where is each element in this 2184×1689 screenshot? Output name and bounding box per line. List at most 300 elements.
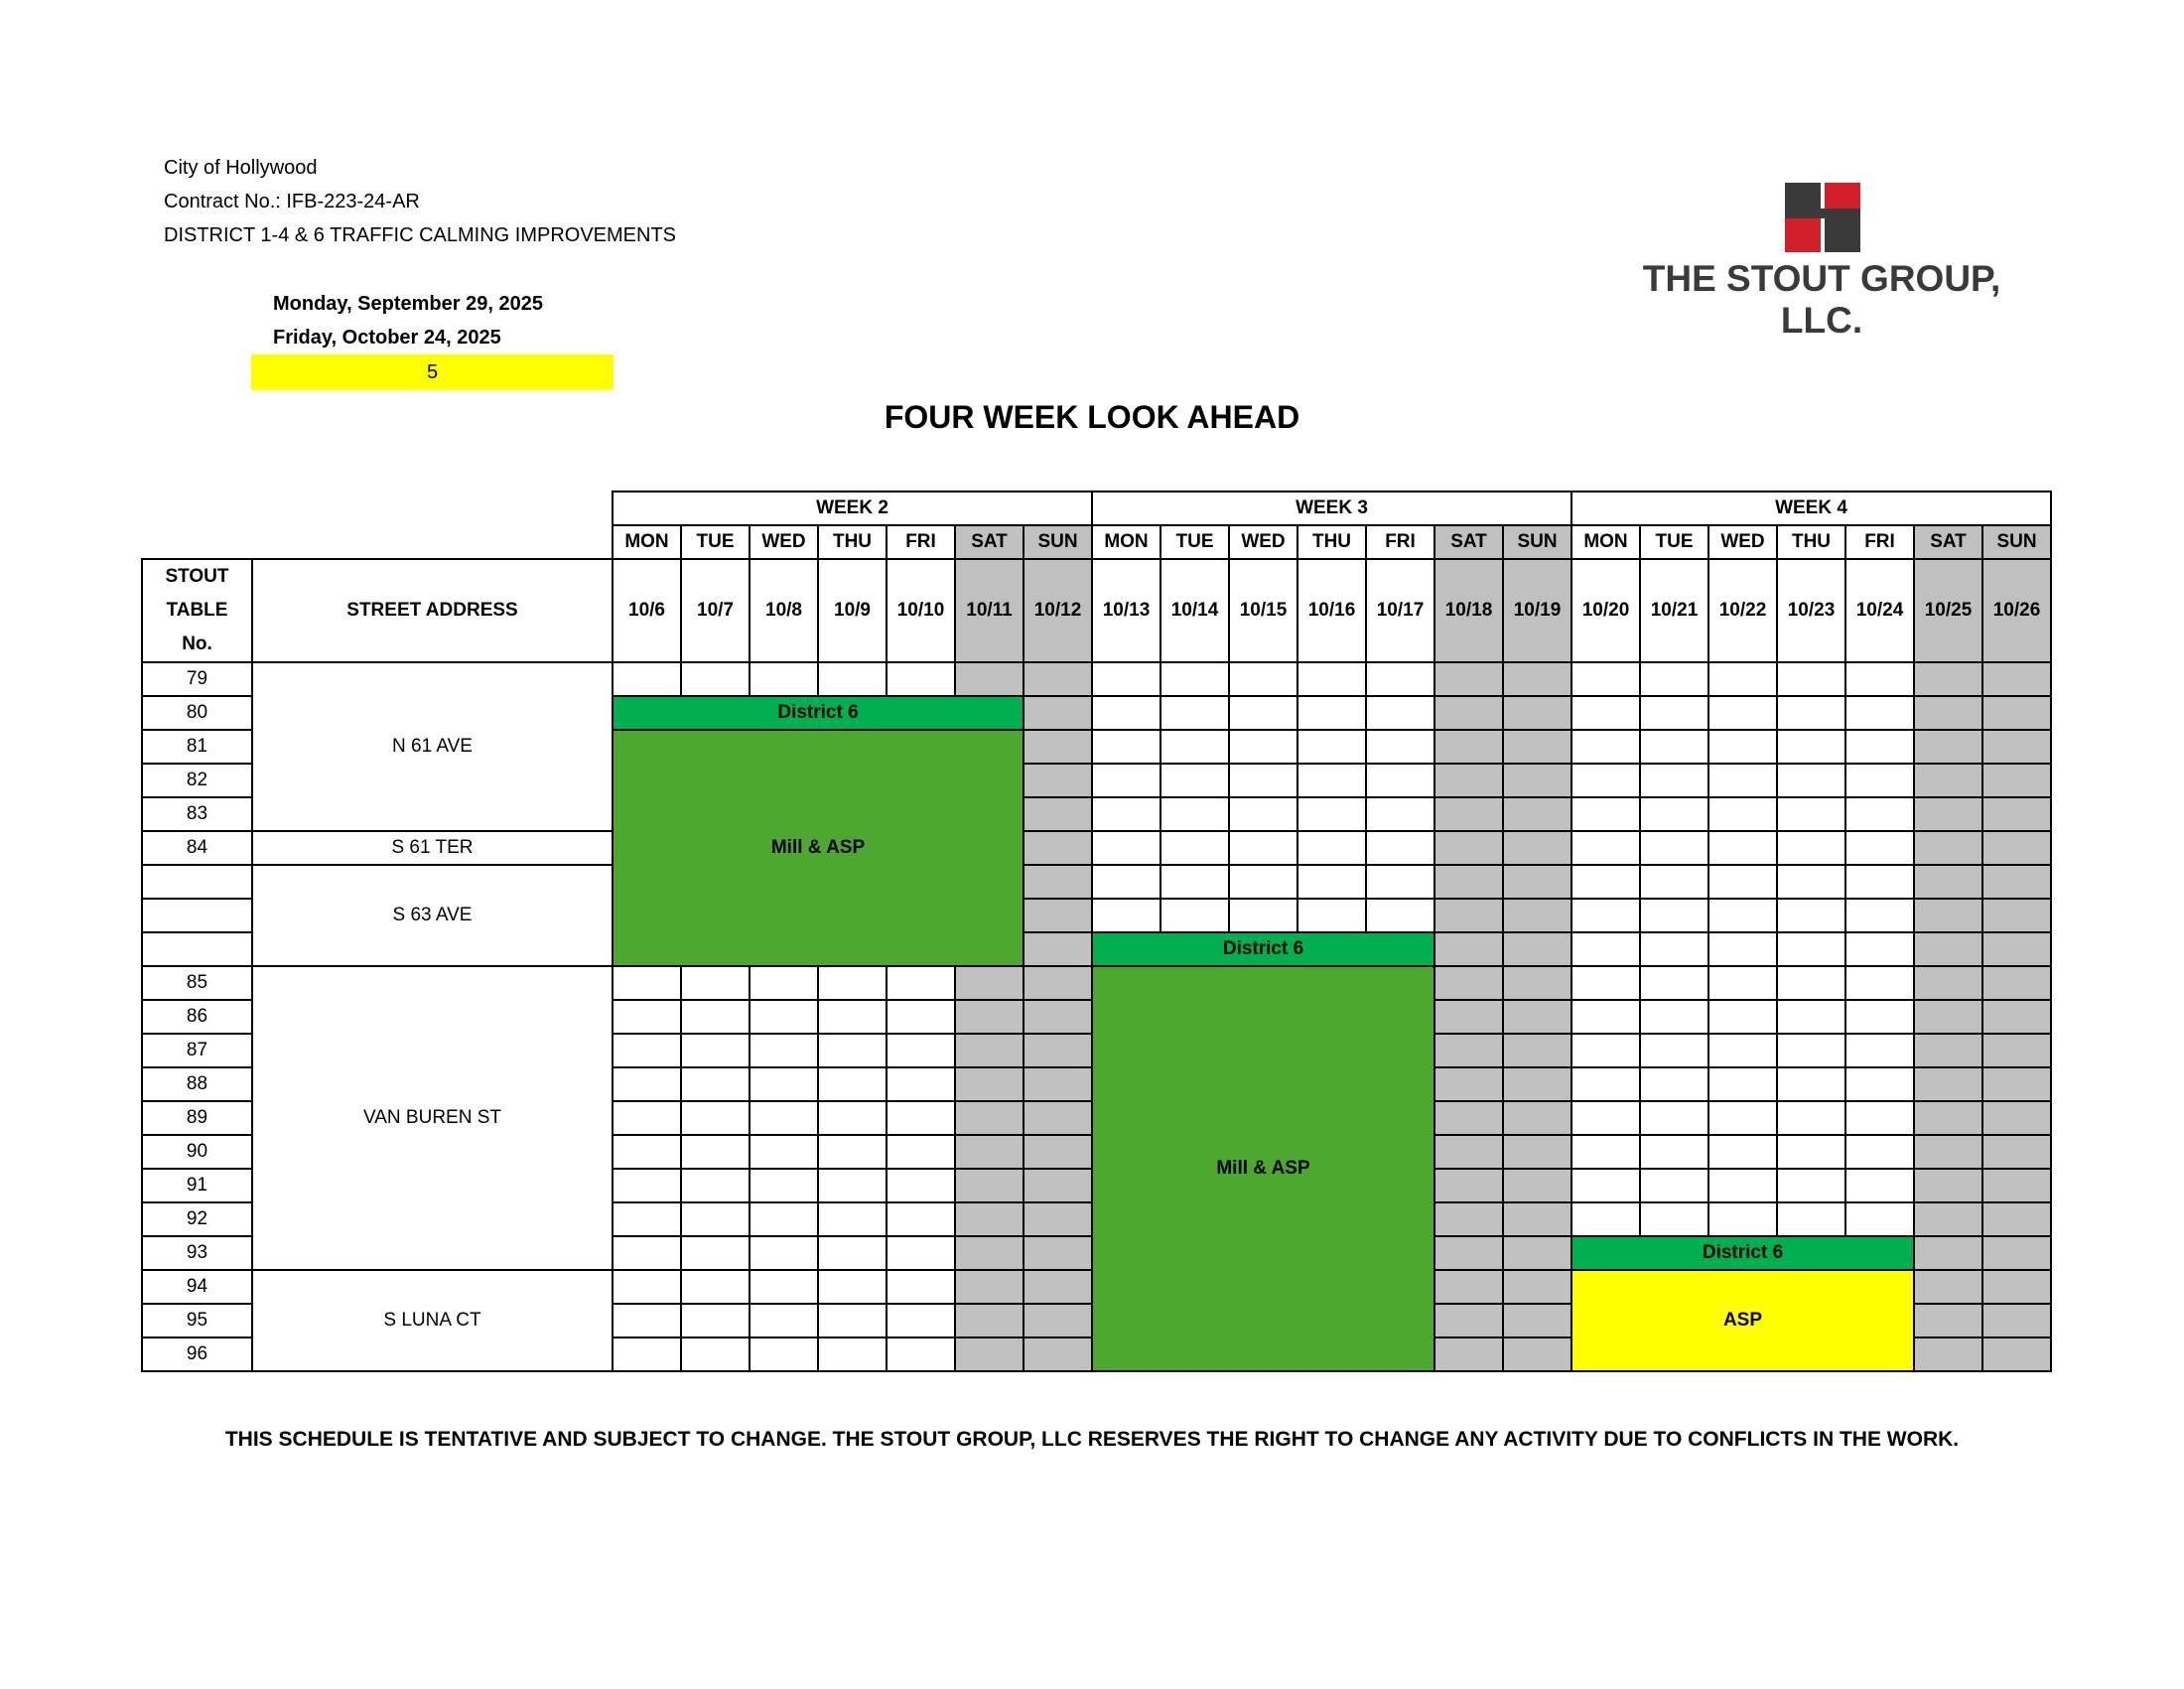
weekend-cell xyxy=(1914,1304,1982,1337)
weekend-cell xyxy=(1503,865,1571,899)
day-cell xyxy=(1845,1067,1914,1101)
weekend-cell xyxy=(1503,662,1571,696)
table-number: 90 xyxy=(142,1135,252,1169)
day-header: TUE xyxy=(1160,525,1229,559)
day-cell xyxy=(1640,696,1708,730)
weekend-cell xyxy=(1914,1337,1982,1371)
day-cell xyxy=(1708,1101,1777,1135)
day-cell xyxy=(1571,932,1640,966)
weekend-cell xyxy=(955,1270,1024,1304)
day-cell xyxy=(1571,696,1640,730)
day-cell xyxy=(750,1135,818,1169)
day-cell xyxy=(1640,1135,1708,1169)
day-cell xyxy=(1640,662,1708,696)
weekend-cell xyxy=(1914,730,1982,764)
table-number: 79 xyxy=(142,662,252,696)
contract-number: Contract No.: IFB-223-24-AR xyxy=(164,191,420,212)
day-cell xyxy=(613,1067,681,1101)
day-cell xyxy=(1777,1169,1845,1202)
date-header: 10/12 xyxy=(1024,559,1092,662)
day-cell xyxy=(750,1304,818,1337)
week-header: WEEK 3 xyxy=(1092,492,1571,525)
day-cell xyxy=(1640,865,1708,899)
weekend-cell xyxy=(1982,1270,2051,1304)
day-header: TUE xyxy=(681,525,750,559)
day-cell xyxy=(1160,696,1229,730)
day-cell xyxy=(613,1000,681,1034)
weekend-cell xyxy=(1503,966,1571,1000)
weekend-cell xyxy=(1024,899,1092,932)
day-cell xyxy=(1708,730,1777,764)
day-cell xyxy=(1845,764,1914,797)
day-cell xyxy=(1092,662,1160,696)
day-cell xyxy=(1160,662,1229,696)
weekend-cell xyxy=(955,1304,1024,1337)
day-cell xyxy=(1708,831,1777,865)
day-cell xyxy=(1777,797,1845,831)
day-cell xyxy=(1777,932,1845,966)
day-cell xyxy=(1777,831,1845,865)
day-cell xyxy=(1845,1169,1914,1202)
day-cell xyxy=(1092,730,1160,764)
day-cell xyxy=(1708,1135,1777,1169)
day-cell xyxy=(681,966,750,1000)
day-cell xyxy=(1571,1000,1640,1034)
weekend-cell xyxy=(1434,1337,1503,1371)
weekend-cell xyxy=(1503,764,1571,797)
day-cell xyxy=(1708,1034,1777,1067)
day-cell xyxy=(1845,966,1914,1000)
week-header: WEEK 4 xyxy=(1571,492,2051,525)
day-cell xyxy=(1571,1034,1640,1067)
date-header: 10/11 xyxy=(955,559,1024,662)
weekend-cell xyxy=(1024,1000,1092,1034)
weekend-cell xyxy=(1434,797,1503,831)
day-cell xyxy=(1640,797,1708,831)
table-no-header-line: TABLE xyxy=(166,600,228,621)
weekend-cell xyxy=(955,1169,1024,1202)
day-cell xyxy=(1297,730,1366,764)
date-header: 10/23 xyxy=(1777,559,1845,662)
weekend-cell xyxy=(1982,730,2051,764)
day-cell xyxy=(681,1270,750,1304)
day-cell xyxy=(887,1304,955,1337)
date-header: 10/25 xyxy=(1914,559,1982,662)
table-number: 93 xyxy=(142,1236,252,1270)
weekend-cell xyxy=(1982,1169,2051,1202)
weekend-cell xyxy=(1982,899,2051,932)
day-cell xyxy=(750,1202,818,1236)
weekend-cell xyxy=(1434,662,1503,696)
day-cell xyxy=(1092,865,1160,899)
day-cell xyxy=(887,1067,955,1101)
weekend-cell xyxy=(1024,831,1092,865)
date-header: 10/18 xyxy=(1434,559,1503,662)
day-cell xyxy=(1708,764,1777,797)
day-cell xyxy=(818,1135,887,1169)
day-cell xyxy=(1229,831,1297,865)
day-cell xyxy=(1845,1034,1914,1067)
day-cell xyxy=(1640,764,1708,797)
day-cell xyxy=(1160,730,1229,764)
day-cell xyxy=(681,1304,750,1337)
day-header: MON xyxy=(1571,525,1640,559)
table-no-header-line: No. xyxy=(182,633,212,654)
day-cell xyxy=(1708,1067,1777,1101)
weekend-cell xyxy=(1434,696,1503,730)
day-cell xyxy=(1708,662,1777,696)
day-cell xyxy=(1092,899,1160,932)
weekend-cell xyxy=(1982,797,2051,831)
day-cell xyxy=(750,662,818,696)
day-cell xyxy=(1845,1135,1914,1169)
day-cell xyxy=(1708,696,1777,730)
day-cell xyxy=(1708,1202,1777,1236)
day-cell xyxy=(681,1236,750,1270)
date-header: 10/9 xyxy=(818,559,887,662)
day-header: FRI xyxy=(887,525,955,559)
day-cell xyxy=(1777,1101,1845,1135)
weekend-cell xyxy=(1434,1304,1503,1337)
day-cell xyxy=(1160,865,1229,899)
day-cell xyxy=(681,662,750,696)
page-title: FOUR WEEK LOOK AHEAD xyxy=(884,399,1300,435)
weekend-cell xyxy=(1982,1202,2051,1236)
blank-cell xyxy=(142,525,252,559)
day-cell xyxy=(1777,764,1845,797)
date-header: 10/10 xyxy=(887,559,955,662)
weekend-cell xyxy=(1982,1034,2051,1067)
schedule-table xyxy=(141,491,2052,1372)
day-cell xyxy=(1777,1034,1845,1067)
weekend-cell xyxy=(1024,696,1092,730)
day-header: WED xyxy=(1229,525,1297,559)
day-cell xyxy=(1777,730,1845,764)
date-header: 10/6 xyxy=(613,559,681,662)
table-number: 96 xyxy=(142,1337,252,1371)
day-cell xyxy=(1092,797,1160,831)
table-number: 85 xyxy=(142,966,252,1000)
weekend-cell xyxy=(1914,1135,1982,1169)
logo-text: THE STOUT GROUP, LLC. xyxy=(1642,258,2001,341)
table-number: 92 xyxy=(142,1202,252,1236)
day-cell xyxy=(1777,899,1845,932)
weekend-cell xyxy=(1503,1067,1571,1101)
table-number: 80 xyxy=(142,696,252,730)
blank-cell xyxy=(252,492,613,525)
day-cell xyxy=(887,966,955,1000)
weekend-cell xyxy=(1503,730,1571,764)
table-number xyxy=(142,899,252,932)
day-cell xyxy=(1366,730,1434,764)
weekend-cell xyxy=(1434,1067,1503,1101)
day-cell xyxy=(1366,865,1434,899)
day-cell xyxy=(818,1101,887,1135)
day-cell xyxy=(1708,865,1777,899)
day-cell xyxy=(1640,966,1708,1000)
day-cell xyxy=(887,662,955,696)
weekend-cell xyxy=(1503,1270,1571,1304)
day-cell xyxy=(1092,696,1160,730)
activity-district-label: District 6 xyxy=(1571,1236,1914,1270)
day-cell xyxy=(1229,662,1297,696)
day-cell xyxy=(818,1236,887,1270)
weekend-cell xyxy=(955,1202,1024,1236)
day-cell xyxy=(1640,1034,1708,1067)
day-cell xyxy=(681,1337,750,1371)
day-cell xyxy=(818,1202,887,1236)
day-cell xyxy=(1229,730,1297,764)
day-header: THU xyxy=(818,525,887,559)
weekend-cell xyxy=(1503,1202,1571,1236)
street-address: S LUNA CT xyxy=(252,1270,613,1371)
weekend-cell xyxy=(955,966,1024,1000)
day-cell xyxy=(681,1169,750,1202)
weekend-cell xyxy=(1914,899,1982,932)
blank-cell xyxy=(252,525,613,559)
day-cell xyxy=(1640,1202,1708,1236)
day-cell xyxy=(681,1135,750,1169)
weekend-cell xyxy=(1982,1067,2051,1101)
weekend-cell xyxy=(1503,1135,1571,1169)
day-cell xyxy=(1845,1000,1914,1034)
weekend-cell xyxy=(1434,1135,1503,1169)
day-cell xyxy=(750,966,818,1000)
day-cell xyxy=(750,1101,818,1135)
weekend-cell xyxy=(955,1337,1024,1371)
day-cell xyxy=(1297,797,1366,831)
weekend-cell xyxy=(1982,662,2051,696)
day-header: FRI xyxy=(1366,525,1434,559)
day-cell xyxy=(1160,764,1229,797)
weekend-cell xyxy=(1914,662,1982,696)
day-cell xyxy=(1845,730,1914,764)
date-header: 10/14 xyxy=(1160,559,1229,662)
day-cell xyxy=(1160,831,1229,865)
weekend-cell xyxy=(1024,1236,1092,1270)
weekend-cell xyxy=(1982,831,2051,865)
date-header: 10/13 xyxy=(1092,559,1160,662)
weekend-cell xyxy=(955,1101,1024,1135)
table-number: 83 xyxy=(142,797,252,831)
date-header: 10/22 xyxy=(1708,559,1777,662)
week-header: WEEK 2 xyxy=(613,492,1092,525)
stout-logo-icon xyxy=(1613,179,2030,258)
day-cell xyxy=(681,1101,750,1135)
weekend-cell xyxy=(1982,865,2051,899)
weekend-cell xyxy=(1503,1101,1571,1135)
day-cell xyxy=(1297,831,1366,865)
activity-block: Mill & ASP xyxy=(1092,966,1434,1371)
date-header: 10/17 xyxy=(1366,559,1434,662)
table-number xyxy=(142,932,252,966)
day-cell xyxy=(1708,899,1777,932)
weekend-cell xyxy=(1914,1000,1982,1034)
weekend-cell xyxy=(1434,1101,1503,1135)
weekend-cell xyxy=(1024,865,1092,899)
day-cell xyxy=(613,1202,681,1236)
day-cell xyxy=(887,1236,955,1270)
street-address: N 61 AVE xyxy=(252,662,613,831)
weekend-cell xyxy=(1503,1169,1571,1202)
day-cell xyxy=(1571,662,1640,696)
day-cell xyxy=(1297,865,1366,899)
day-cell xyxy=(1845,865,1914,899)
weekend-cell xyxy=(1982,696,2051,730)
day-header: WED xyxy=(750,525,818,559)
date-header: 10/21 xyxy=(1640,559,1708,662)
weekend-cell xyxy=(1503,1000,1571,1034)
weekend-cell xyxy=(1914,1270,1982,1304)
day-cell xyxy=(613,1270,681,1304)
weekend-cell xyxy=(955,1135,1024,1169)
day-cell xyxy=(1640,730,1708,764)
day-cell xyxy=(750,1337,818,1371)
weekend-cell xyxy=(1982,932,2051,966)
weekend-cell xyxy=(1434,1236,1503,1270)
date-header: 10/26 xyxy=(1982,559,2051,662)
table-number: 82 xyxy=(142,764,252,797)
weekend-cell xyxy=(1914,1236,1982,1270)
day-cell xyxy=(1845,1202,1914,1236)
day-cell xyxy=(1777,1135,1845,1169)
weekend-cell xyxy=(1024,1169,1092,1202)
weekend-cell xyxy=(1914,966,1982,1000)
day-cell xyxy=(1640,1101,1708,1135)
weekend-cell xyxy=(1914,797,1982,831)
day-cell xyxy=(1297,662,1366,696)
day-cell xyxy=(1571,966,1640,1000)
street-address-header: STREET ADDRESS xyxy=(252,559,613,662)
day-cell xyxy=(613,966,681,1000)
day-cell xyxy=(1571,1169,1640,1202)
day-cell xyxy=(1366,831,1434,865)
day-cell xyxy=(1366,662,1434,696)
day-cell xyxy=(1708,932,1777,966)
day-header: THU xyxy=(1297,525,1366,559)
weekend-cell xyxy=(1914,1101,1982,1135)
weekend-cell xyxy=(1503,696,1571,730)
day-cell xyxy=(818,1067,887,1101)
table-number xyxy=(142,865,252,899)
day-header: THU xyxy=(1777,525,1845,559)
weekend-cell xyxy=(1982,1101,2051,1135)
day-cell xyxy=(887,1202,955,1236)
day-cell xyxy=(1366,764,1434,797)
day-cell xyxy=(1229,865,1297,899)
day-cell xyxy=(818,1304,887,1337)
day-cell xyxy=(1845,662,1914,696)
day-header: SUN xyxy=(1503,525,1571,559)
day-header: SAT xyxy=(1434,525,1503,559)
day-cell xyxy=(1708,1000,1777,1034)
end-date: Friday, October 24, 2025 xyxy=(273,327,501,349)
day-cell xyxy=(1297,764,1366,797)
project-city: City of Hollywood xyxy=(164,157,318,179)
table-number: 91 xyxy=(142,1169,252,1202)
day-cell xyxy=(1845,1101,1914,1135)
day-header: SUN xyxy=(1982,525,2051,559)
day-cell xyxy=(681,1067,750,1101)
day-cell xyxy=(1571,865,1640,899)
day-cell xyxy=(1366,899,1434,932)
weekend-cell xyxy=(1503,1034,1571,1067)
day-cell xyxy=(818,1337,887,1371)
day-cell xyxy=(1845,932,1914,966)
weekend-cell xyxy=(1914,1067,1982,1101)
activity-block: Mill & ASP xyxy=(613,730,1024,966)
day-header: MON xyxy=(613,525,681,559)
day-cell xyxy=(1708,797,1777,831)
weekend-cell xyxy=(1982,1135,2051,1169)
day-cell xyxy=(1845,899,1914,932)
weekend-cell xyxy=(1982,1304,2051,1337)
day-cell xyxy=(1571,899,1640,932)
day-cell xyxy=(1640,831,1708,865)
weekend-cell xyxy=(1914,831,1982,865)
day-cell xyxy=(613,1337,681,1371)
weekend-cell xyxy=(955,1236,1024,1270)
day-cell xyxy=(887,1135,955,1169)
day-cell xyxy=(1777,1202,1845,1236)
day-cell xyxy=(1571,764,1640,797)
footer-disclaimer: THIS SCHEDULE IS TENTATIVE AND SUBJECT TO CHANGE. THE STOUT GROUP, LLC RESERVES THE RIGHT TO CHANGE ANY ACTIVITY DUE TO CONFLICTS IN THE WORK. xyxy=(224,1428,1960,1451)
weekend-cell xyxy=(1024,1337,1092,1371)
weekend-cell xyxy=(1914,764,1982,797)
weekend-cell xyxy=(1503,899,1571,932)
day-cell xyxy=(1092,831,1160,865)
day-header: TUE xyxy=(1640,525,1708,559)
weekend-cell xyxy=(1434,865,1503,899)
table-number: 94 xyxy=(142,1270,252,1304)
date-header: 10/20 xyxy=(1571,559,1640,662)
day-cell xyxy=(1571,1135,1640,1169)
day-cell xyxy=(1571,797,1640,831)
activity-block: ASP xyxy=(1571,1270,1914,1371)
weekend-cell xyxy=(1024,797,1092,831)
day-cell xyxy=(1777,1000,1845,1034)
day-cell xyxy=(887,1034,955,1067)
weekend-cell xyxy=(1434,899,1503,932)
table-number: 89 xyxy=(142,1101,252,1135)
day-cell xyxy=(1092,764,1160,797)
weekend-cell xyxy=(1024,1101,1092,1135)
weekend-cell xyxy=(1024,1304,1092,1337)
day-cell xyxy=(887,1337,955,1371)
day-header: SUN xyxy=(1024,525,1092,559)
day-cell xyxy=(613,1135,681,1169)
start-date: Monday, September 29, 2025 xyxy=(273,293,543,315)
weekend-cell xyxy=(1914,932,1982,966)
day-cell xyxy=(1708,1169,1777,1202)
activity-district-label: District 6 xyxy=(613,696,1024,730)
day-cell xyxy=(1571,730,1640,764)
weekend-cell xyxy=(1434,730,1503,764)
day-cell xyxy=(681,1000,750,1034)
day-cell xyxy=(1777,966,1845,1000)
weekend-cell xyxy=(1434,966,1503,1000)
weekend-cell xyxy=(1024,1135,1092,1169)
weekend-cell xyxy=(1982,1236,2051,1270)
date-header: 10/15 xyxy=(1229,559,1297,662)
day-cell xyxy=(613,1034,681,1067)
weekend-cell xyxy=(1914,1034,1982,1067)
weekend-cell xyxy=(1434,1169,1503,1202)
day-header: SAT xyxy=(955,525,1024,559)
table-number: 81 xyxy=(142,730,252,764)
day-cell xyxy=(818,1270,887,1304)
weekend-cell xyxy=(1914,865,1982,899)
